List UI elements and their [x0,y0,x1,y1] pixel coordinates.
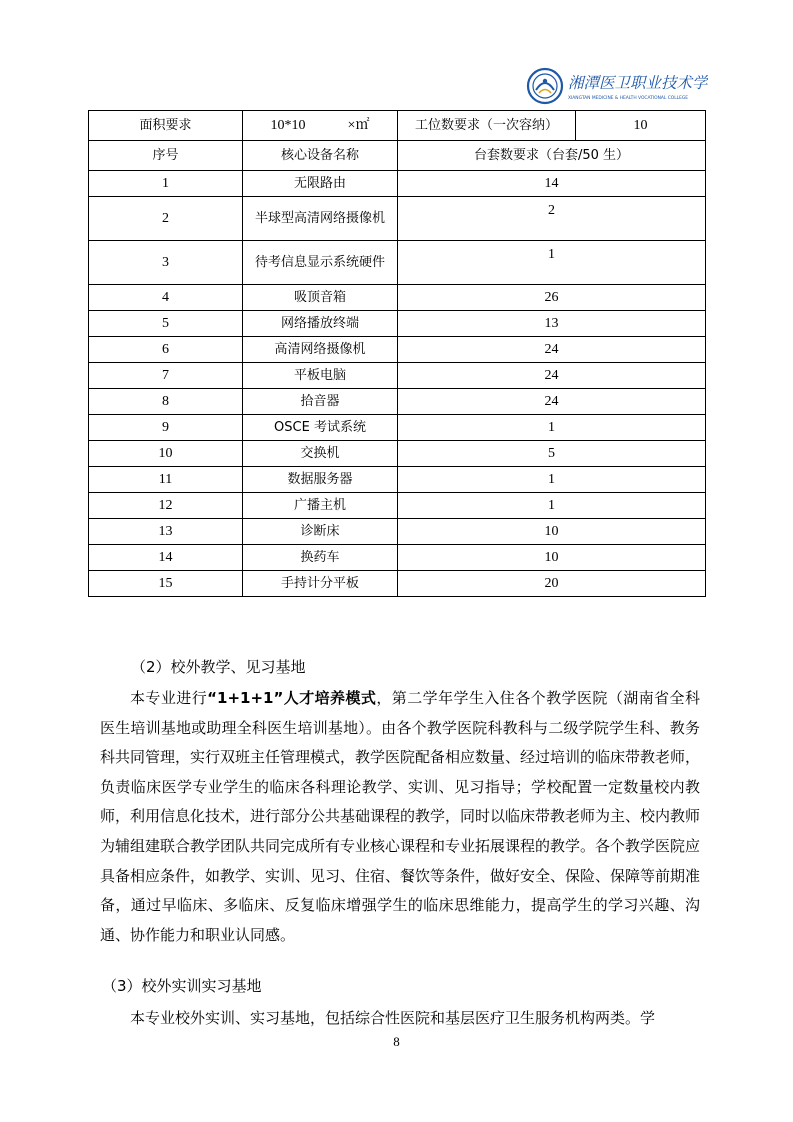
table-row [89,171,706,197]
table-row [89,415,706,441]
row-seq: 11 [89,467,243,493]
table-row [89,519,706,545]
row-qty: 2 [398,197,706,241]
row-name: 交换机 [243,441,398,467]
equipment-table [88,110,706,597]
area-value: 10*10 ×㎡ [243,111,398,141]
row-seq: 14 [89,545,243,571]
section2-paragraph [100,684,700,950]
table-row [89,571,706,597]
row-qty: 13 [398,311,706,337]
row-seq: 5 [89,311,243,337]
table-row [89,441,706,467]
row-name: 数据服务器 [243,467,398,493]
row-seq: 13 [89,519,243,545]
row-name: OSCE 考试系统 [243,415,398,441]
row-name: 网络播放终端 [243,311,398,337]
table-row [89,241,706,285]
stations-value: 10 [576,111,706,141]
row-seq: 4 [89,285,243,311]
table-header-row [89,141,706,171]
row-qty: 24 [398,363,706,389]
row-name: 诊断床 [243,519,398,545]
area-label: 面积要求 [89,111,243,141]
para-intro: 本专业进行 [130,689,208,707]
stations-label: 工位数要求（一次容纳） [398,111,576,141]
row-qty: 1 [398,415,706,441]
row-qty: 14 [398,171,706,197]
row-qty: 1 [398,467,706,493]
row-name: 无限路由 [243,171,398,197]
row-qty: 5 [398,441,706,467]
table-row [89,545,706,571]
row-seq: 3 [89,241,243,285]
table-row [89,389,706,415]
table-row [89,285,706,311]
section3-paragraph: 本专业校外实训、实习基地，包括综合性医院和基层医疗卫生服务机构两类。学 [130,1009,656,1027]
row-name: 平板电脑 [243,363,398,389]
college-emblem-icon [526,66,708,106]
para-rest: ，第二学年学生入住各个教学医院（湖南省全科医生培训基地或助理全科医生培训基地）。由各个教学医院科教科与二级学院学生科、教务科共同管理，实行双班主任管理模式，教学医院配备相应数量、经过培训的临床带教老师，负责临床医学专业学生的临床各科理论教学、实训、见习指导；学校配置一定数量校内教师，利用信息化技术，进行部分公共基础课程的教学，同时以临床带教老师为主、校内教师为辅组建联合教学团队共同完成所有专业核心课程和专业拓展课程的教学。各个教学医院应具备相应条件，如教学、实训、见习、住宿、餐饮等条件，做好安全、保险、保障等前期准备，通过早临床、多临床、反复临床增强学生的临床思维能力，提高学生的学习兴趣、沟通、协作能力和职业认同感。 [100,689,701,944]
row-seq: 12 [89,493,243,519]
table-row [89,467,706,493]
row-qty: 10 [398,545,706,571]
header-seq: 序号 [89,141,243,171]
college-logo [526,66,708,106]
row-name: 高清网络摄像机 [243,337,398,363]
row-seq: 8 [89,389,243,415]
row-seq: 1 [89,171,243,197]
table-row [89,493,706,519]
row-seq: 2 [89,197,243,241]
row-qty: 20 [398,571,706,597]
para-bold-model: “1+1+1”人才培养模式 [207,689,377,707]
row-qty: 24 [398,389,706,415]
row-seq: 7 [89,363,243,389]
table-row [89,337,706,363]
row-qty: 26 [398,285,706,311]
section2-heading: （2）校外教学、见习基地 [131,658,306,676]
row-name: 吸顶音箱 [243,285,398,311]
page-number: 8 [393,1034,400,1049]
row-seq: 9 [89,415,243,441]
row-qty: 1 [398,241,706,285]
row-name: 手持计分平板 [243,571,398,597]
logo-title: 湘潭医卫职业技术学院 [568,74,708,92]
row-name: 拾音器 [243,389,398,415]
table-row [89,197,706,241]
row-name: 换药车 [243,545,398,571]
row-seq: 10 [89,441,243,467]
row-seq: 15 [89,571,243,597]
row-name: 半球型高清网络摄像机 [243,197,398,241]
header-name: 核心设备名称 [243,141,398,171]
table-area-row [89,111,706,141]
section3-heading: （3）校外实训实习基地 [102,977,262,995]
table-row [89,311,706,337]
logo-subtitle: XIANGTAN MEDICINE & HEALTH VOCATIONAL COLLEGE [568,96,689,101]
row-name: 广播主机 [243,493,398,519]
row-qty: 24 [398,337,706,363]
row-qty: 10 [398,519,706,545]
row-seq: 6 [89,337,243,363]
row-qty: 1 [398,493,706,519]
table-row [89,363,706,389]
header-qty: 台套数要求（台套/50 生） [398,141,706,171]
row-name: 待考信息显示系统硬件 [243,241,398,285]
